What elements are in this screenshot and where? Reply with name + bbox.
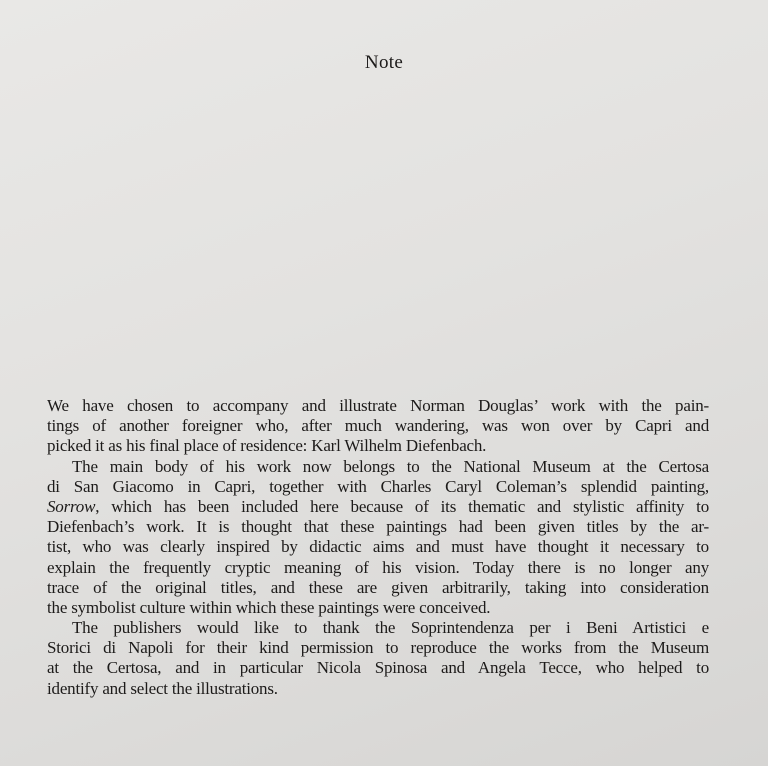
text-line: The publishers would like to thank the Soprintendenza per i Beni Artistici e — [72, 618, 709, 638]
page-title: Note — [364, 52, 404, 73]
text-line: trace of the original titles, and these are given arbitrarily, taking into consideration — [47, 577, 709, 597]
text-line: explain the frequently cryptic meaning of his vision. Today there is no longer any — [47, 557, 709, 577]
painting-title-sorrow: Sorrow — [47, 496, 96, 516]
text-line: tings of another foreigner who, after much wandering, was won over by Capri and — [47, 416, 709, 436]
text-line: tist, who was clearly inspired by didactic aims and must have thought it necessary to — [47, 537, 709, 557]
text-line: at the Certosa, and in particular Nicola Spinosa and Angela Tecce, who helped to — [47, 658, 709, 678]
text-line: Storici di Napoli for their kind permission to reproduce the works from the Museum — [47, 638, 709, 658]
text-line: the symbolist culture within which these paintings were conceived. — [47, 597, 491, 617]
text-line: di San Giacomo in Capri, together with Charles Caryl Coleman’s splendid painting, — [47, 476, 709, 496]
note-body — [47, 396, 709, 699]
text-line: Diefenbach’s work. It is thought that these paintings had been given titles by the ar- — [47, 517, 709, 537]
text-line: picked it as his final place of residence: Karl Wilhelm Diefenbach. — [47, 436, 487, 456]
text-line: We have chosen to accompany and illustrate Norman Douglas’ work with the pain- — [47, 396, 709, 415]
text-span: , which has been included here because of its thematic and stylistic affinity to — [95, 496, 709, 516]
text-line — [47, 497, 709, 517]
text-line: identify and select the illustrations. — [47, 678, 278, 698]
text-line: The main body of his work now belongs to the National Museum at the Certosa — [72, 456, 709, 476]
